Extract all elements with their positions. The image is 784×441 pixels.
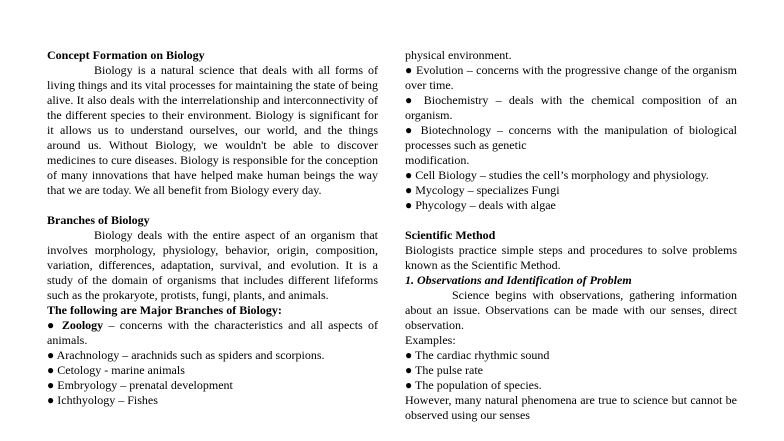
paragraph-branches: Biology deals with the entire aspect of an organism that involves morphology, physiology, behavior, origin, composition, variation, differences, adaptation, survival, and evolution. It is a study of the domain of organisms that includes different lifeforms such as the prokaryote, protists, fungi, plants, and animals. — [47, 228, 378, 302]
paragraph-observations: Science begins with observations, gathering information about an issue. Observations can be made with our senses, direct observation. — [405, 288, 737, 332]
heading-scientific-method: Scientific Method — [405, 228, 496, 242]
list-item-zoology — [47, 318, 378, 348]
example-cardiac-sound: ● The cardiac rhythmic sound — [405, 348, 550, 362]
right-column — [405, 48, 737, 423]
heading-major-branches: The following are Major Branches of Biology: — [47, 303, 282, 317]
continued-text: physical environment. — [405, 48, 512, 62]
list-item-biochemistry: ● Biochemistry – deals with the chemical composition of an organism. — [405, 93, 737, 122]
example-population: ● The population of species. — [405, 378, 542, 392]
list-item-mycology: ● Mycology – specializes Fungi — [405, 183, 560, 197]
paragraph-phenomena: However, many natural phenomena are true to science but cannot be observed using our senses — [405, 393, 737, 422]
list-item-biotechnology-continued: modification. — [405, 153, 470, 167]
list-item-cetology: ● Cetology - marine animals — [47, 363, 185, 377]
zoology-term: ● Zoology — [47, 318, 104, 332]
zoology-description: – concerns with the characteristics and all aspects of animals. — [47, 318, 378, 347]
list-item-phycology: ● Phycology – deals with algae — [405, 198, 556, 212]
list-item-biotechnology: ● Biotechnology – concerns with the manipulation of biological processes such as genetic — [405, 123, 737, 152]
paragraph-biology-definition: Biology is a natural science that deals with all forms of living things and its vital processes for maintaining the state of being alive. It also deals with the interrelationship and interconnectivity of the different species to their environment. Biology is significant for it allows us to understand ourselves, our world, and the things around us. Without Biology, we wouldn't be able to discover medicines to cure diseases. Biology is responsible for the conception of many innovations that have helped make human beings the way that we are today. We all benefit from Biology every day. — [47, 63, 378, 197]
example-pulse-rate: ● The pulse rate — [405, 363, 483, 377]
paragraph-scientific-method: Biologists practice simple steps and procedures to solve problems known as the Scientific Method. — [405, 243, 737, 272]
list-item-ichthyology: ● Ichthyology – Fishes — [47, 393, 158, 407]
heading-branches: Branches of Biology — [47, 213, 150, 227]
list-item-arachnology: ● Arachnology – arachnids such as spiders and scorpions. — [47, 348, 325, 362]
list-item-evolution: ● Evolution – concerns with the progressive change of the organism over time. — [405, 63, 737, 92]
heading-concept-formation: Concept Formation on Biology — [47, 48, 205, 62]
heading-observations: 1. Observations and Identification of Problem — [405, 273, 632, 287]
list-item-embryology: ● Embryology – prenatal development — [47, 378, 233, 392]
list-item-cell-biology: ● Cell Biology – studies the cell’s morphology and physiology. — [405, 168, 709, 182]
examples-label: Examples: — [405, 333, 456, 347]
left-column — [47, 48, 378, 408]
